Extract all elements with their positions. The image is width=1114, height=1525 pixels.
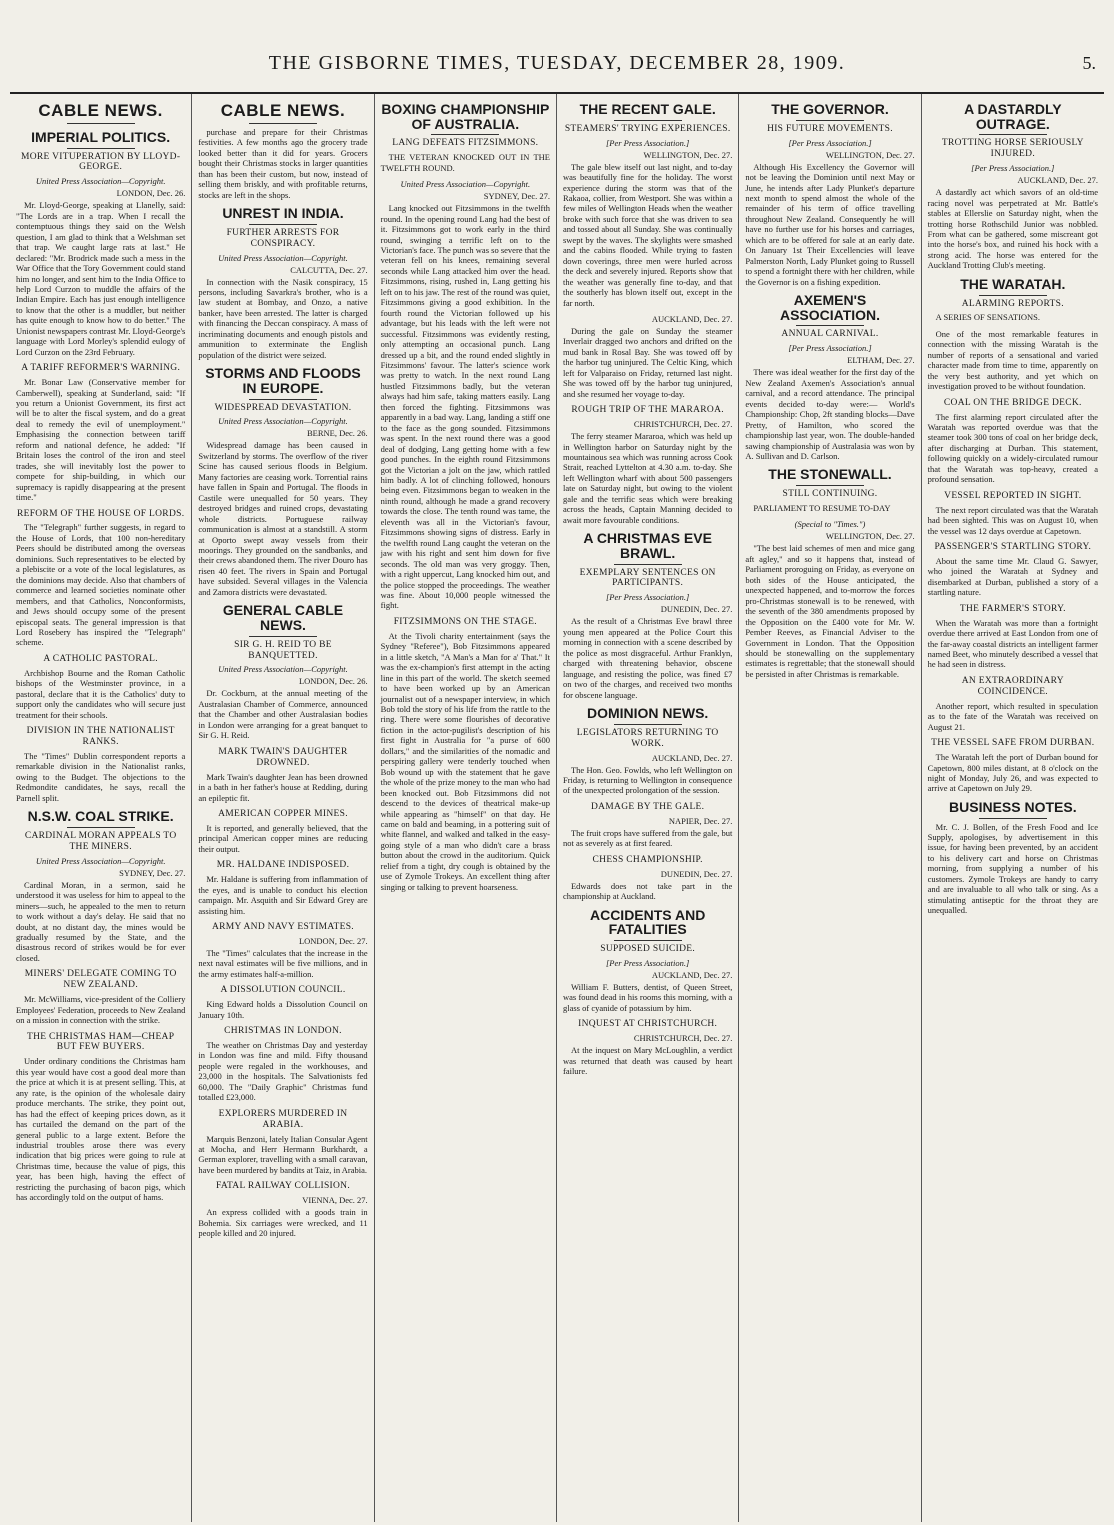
article-subheading: THE VESSEL SAFE FROM DURBAN. (931, 738, 1095, 749)
article-subheading: TROTTING HORSE SERIOUSLY INJURED. (941, 138, 1084, 160)
column-5 (739, 94, 921, 1522)
article-headline: THE RECENT GALE. (579, 101, 716, 117)
article-body: A SERIES OF SENSATIONS. (935, 312, 1041, 323)
article (198, 860, 367, 916)
article (563, 1019, 732, 1076)
press-credit: United Press Association—Copyright. (35, 855, 166, 866)
article-body: "The best laid schemes of men and mice gang aft agley," and so it happens that, instead of Parliament proroguing on Friday, as everyone on both sides of the House anticipated, the unexpected happened, and to-morrow the forces pro-Christmas stonewall is to be renewed, with the seventh of the 380 amendments proposed by the Opposition on the £400 vote for Mr. W. Pember Reeves, as Financial Adviser to the Government in London. That the Opposition should be stonewalling on the supplementary estimates is regrettable; that the stonewall should be persisted in after Christmas is remarkable. (745, 543, 915, 679)
article-headline: AXEMEN'S ASSOCIATION. (779, 292, 881, 323)
article (563, 802, 732, 849)
article-body: About the same time Mr. Claud G. Sawyer, who joined the Waratah at Sydney and disembarked at Durban, published a story of a startling nature. (927, 555, 1098, 598)
article (198, 1181, 367, 1238)
page-number: 5. (1082, 53, 1096, 73)
article-dateline: LONDON, Dec. 27. (298, 935, 368, 946)
article-dateline: ELTHAM, Dec. 27. (847, 355, 915, 366)
article-headline: CABLE NEWS. (38, 101, 163, 120)
article (381, 102, 550, 173)
article (563, 405, 732, 525)
article-body: Mr. Bonar Law (Conservative member for Camberwell), speaking at Sunderland, said: "If you return a Unionist Government, its first act will be to alter the fiscal system, and do a great deal to remedy the evil of unemployment." Emphasising the connection between tariff reform and national defence, he added: "If Britain loses the control of the iron and steel trades, she will inevitably lost the power to compete for ship-building, in which our supremacy is rapidly disappearing at the present time." (16, 377, 186, 503)
press-credit: [Per Press Association.] (788, 137, 872, 148)
article (198, 1026, 367, 1103)
article-body: Although His Excellency the Governor will not be leaving the Dominion until next May or June, he intends after Lady Plunket's departure next month to spend almost the whole of the remainder of his term of office travelling throughout New Zealand. Consequently he will have no further use for his horses and carriages, which are to be offered for sale at an early date. On January 1st Their Excellencies will leave Palmerston North, Lady Plunket going to Russell to spend a fortnight there with her children, while the Governor is on a fishing expedition. (745, 161, 915, 287)
column-2 (192, 94, 374, 1522)
article (198, 102, 367, 200)
article-subheading: DIVISION IN THE NATIONALIST RANKS. (26, 726, 175, 747)
article-body: Edwards does not take part in the championship at Auckland. (562, 880, 733, 902)
article-body: As the result of a Christmas Eve brawl three young men appeared at the Police Court this morning in connection with a scene described by the police as most disgraceful. Arthur Franklyn, charged with threatening behavior, obscene language, and resisting the police, was fined £7 on two of the charges, and received two months for obscene language. (562, 616, 733, 700)
divider (979, 818, 1047, 819)
article (16, 102, 185, 124)
article-subheading: CHESS CHAMPIONSHIP. (592, 854, 703, 865)
article (16, 726, 185, 803)
press-credit: [Per Press Association.] (605, 137, 690, 148)
article (563, 531, 732, 700)
article (928, 738, 1098, 794)
article-headline: IMPERIAL POLITICS. (31, 128, 171, 145)
article (563, 908, 732, 1014)
article-headline: THE GOVERNOR. (771, 101, 889, 117)
article-body: Lang knocked out Fitzsimmons in the twelfth round. In the opening round Lang had the best of it. Fitzsimmons got to work early in the third round, swinging a terrific left on to the Victorian's face. The punch was so severe that the veteran fell on his knees, remaining several seconds while Lang attacked him over the head. Fitzsimmons, rising, rushed in, Lang getting his left on to his jaw. The rest of the round was quiet, Fitzsimmons giving a good exhibition. In the fourth round the Victorian followed up his advantage, but his leads with the left were not successful. Fitzsimmons was evidently resting, only attempting an occasional punch. Lang dressed up a bit, and the round ended slightly in Fitzsimmons' favour. The latter's science work was pretty to watch. In the next round Lang hustled Fitzsimmons badly, but the veteran always had him safe, taking matters easily. Lang then forced the fighting. Fitzsimmons was apparently in a bad way. Lang, landing a stiff one to the face as the gong sounded. Fitzsimmons was spent. In the next round there was a good deal of dodging, Lang getting home with a few good punches. In the eighth round Fitzsimmons got the Victorian a jolt on the jaw, which rattled him badly. A lot of clinching followed, honours being even. Fitzsimmons began to weaken in the ninth round, although he made a grand recovery towards the close. The tenth round was tame, the eleventh was all in the Victorian's favour, Fitzsimmons showing signs of distress. Early in the twelfth round Lang caught the veteran on the jaw with his right and sent him down for five seconds. The old man was very groggy. Then, with a right uppercut, Lang knocked him out, and the police stopped the proceedings. The weather was fine. About 10,000 people witnessed the fight. (380, 203, 550, 611)
article-dateline: VIENNA, Dec. 27. (302, 1195, 368, 1206)
article-headline: THE WARATAH. (960, 275, 1066, 292)
divider (249, 636, 317, 637)
article-subheading: CHRISTMAS IN LONDON. (224, 1026, 342, 1037)
divider (979, 295, 1047, 296)
article-subheading: CARDINAL MORAN APPEALS TO THE MINERS. (24, 830, 177, 852)
article (16, 363, 185, 502)
article (928, 102, 1098, 271)
article-dateline: SYDNEY, Dec. 27. (483, 191, 550, 202)
article-dateline: DUNEDIN, Dec. 27. (660, 868, 733, 879)
article-headline: A DASTARDLY OUTRAGE. (964, 101, 1062, 132)
article-body: An express collided with a goods train in Bohemia. Six carriages were wrecked, and 11 people killed and 20 injured. (198, 1207, 368, 1239)
article-dateline: WELLINGTON, Dec. 27. (643, 149, 733, 160)
article-subheading: THE CHRISTMAS HAM—CHEAP BUT FEW BUYERS. (27, 1031, 175, 1053)
divider (614, 120, 682, 121)
article-body: One of the most remarkable features in connection with the missing Waratah is the number of reports of a sensational and varied character made from time to time, apparently on the very best authority, and yet which on investigation proved to be without foundation. (927, 328, 1098, 392)
press-credit: (Special to "Times.") (794, 519, 866, 530)
article-headline: ACCIDENTS AND FATALITIES (589, 906, 706, 938)
article-dateline: DUNEDIN, Dec. 27. (660, 604, 733, 615)
article (198, 809, 367, 854)
article-headline: THE STONEWALL. (768, 466, 892, 483)
article-body: The next report circulated was that the Waratah had been sighted. This was on August 10, when the vessel was 12 days overdue at Capetown. (927, 504, 1098, 536)
article-subheading: MORE VITUPERATION BY LLOYD-GEORGE. (21, 151, 181, 173)
press-credit: [Per Press Association.] (605, 957, 690, 968)
article-subheading: WIDESPREAD DEVASTATION. (214, 402, 352, 413)
article (381, 617, 550, 892)
article-body: The fruit crops have suffered from the gale, but not as severely as at first feared. (562, 827, 733, 849)
article-dateline: AUCKLAND, Dec. 27. (651, 969, 733, 980)
article-dateline: CHRISTCHURCH, Dec. 27. (633, 1033, 733, 1044)
article (928, 329, 1098, 392)
article (745, 293, 914, 461)
article-dateline: AUCKLAND, Dec. 27. (1017, 175, 1098, 186)
article (198, 366, 367, 597)
article-subheading: REFORM OF THE HOUSE OF LORDS. (16, 508, 185, 519)
article-subheading: LANG DEFEATS FITZSIMMONS. (392, 138, 539, 149)
article-subheading: SIR G. H. REID TO BE BANQUETTED. (234, 639, 332, 661)
article-body: Mr. Lloyd-George, speaking at Llanelly, said: "The Lords are in a trap. When I recall the contemptuous things they said on the Welsh question, I am glad to think that a Welshman set that trap. We caught large rats at last." He declared: "Mr. Brodrick made such a mess in the War Office that the Tory Government could stand him no longer, and sent him to the India Office to help Lord Curzon to muddle the affairs of the Indian Empire. Each has just enough intelligence to know that the other is a muddler, but neither has quite enough to know how to do better." The Unionist newspapers contrast Mr. Lloyd-George's language with Lord Morley's splendid eulogy of Lord Curzon on the 23rd February. (16, 200, 186, 357)
article (198, 985, 367, 1020)
article (16, 809, 185, 963)
article-body: THE VETERAN KNOCKED OUT IN THE TWELFTH ROUND. (380, 152, 550, 173)
article-body: When the Waratah was more than a fortnight overdue there arrived at East London from one of the far-away coastal districts an intelligent farmer named Beet, who minutely described a vessel that he had seen in distress. (927, 617, 1098, 670)
article (198, 603, 367, 740)
divider (249, 399, 317, 400)
divider (796, 120, 864, 121)
article-subheading: VESSEL REPORTED IN SIGHT. (944, 490, 1082, 501)
article (928, 676, 1098, 732)
article-body: The "Telegraph" further suggests, in regard to the House of Lords, that 100 non-hereditary Peers should be distributed among the overseas dominions. Such representatives to be elected by a plebiscite or a vote of the local legislatures, as the dominions may decide. Also that chambers of commerce and learned societies nominate other members, and that Catholics, Nonconformists, and Jews should occupy some of the present episcopal seats. The general impression is that Lord Rosebery has inspired the "Telegraph" scheme. (16, 522, 186, 648)
article-subheading: A DISSOLUTION COUNCIL. (220, 985, 346, 996)
article (928, 542, 1098, 598)
article-subheading: AN EXTRAORDINARY COINCIDENCE. (961, 675, 1064, 697)
article-body: purchase and prepare for their Christmas festivities. A few months ago the grocery trade looked better than it did for years. Grocers bought their Christmas stocks in larger quantities than has been their custom, but now, instead of selling them briskly, and with profitable returns, stocks are left in the shops. (198, 126, 368, 200)
article-body: The Waratah left the port of Durban bound for Capetown, 800 miles distant, at 8 o'clock on the night of Monday, July 26, and was expected to arrive at Capetown on July 29. (927, 752, 1098, 794)
masthead (10, 6, 1104, 94)
article (381, 179, 550, 611)
article-dateline: CHRISTCHURCH, Dec. 27. (633, 419, 733, 430)
divider (979, 134, 1047, 135)
article (16, 969, 185, 1025)
article-subheading: MINERS' DELEGATE COMING TO NEW ZEALAND. (24, 969, 177, 991)
article-body: Another report, which resulted in speculation as to the fate of the Waratah was received on August 21. (927, 700, 1098, 732)
article-body: Mr. Haldane is suffering from inflammation of the eyes, and is unable to conduct his election campaign. Mr. Asquith and Sir Edward Grey are assisting him. (198, 874, 368, 916)
article-subheading: PASSENGER'S STARTLING STORY. (934, 542, 1092, 552)
article-body: There was ideal weather for the first day of the New Zealand Axemen's Association's annual carnival, and a record attendance. The principal events decided to-day were:— World's Championship: Chop, 2ft standing blocks—Dave Pretty, of Hamilton, who scored the championship last year, won. The double-handed sawing championship of Australasia was won by A. Sullivan and D. Carlson. (745, 367, 915, 461)
article-body: Cardinal Moran, in a sermon, said he understood it was useless for him to appeal to the miners—such, he appealed to the men to return to work without a day's delay. He said that no doubt, at no distant day, the mines would be gradually resumed by the State, and the disastrous record of strikes would be for ever closed. (16, 879, 186, 963)
press-credit: United Press Association—Copyright. (35, 176, 166, 187)
article-dateline: WELLINGTON, Dec. 27. (825, 149, 915, 160)
article-dateline: LONDON, Dec. 26. (298, 676, 368, 687)
article-dateline: AUCKLAND, Dec. 27. (651, 752, 733, 763)
article-body: Under ordinary conditions the Christmas ham this year would have cost a good deal more than the price at which it is at present selling. This, at any rate, is the opinion of the wholesale dairy produce merchants. The strike, they point out, has had the effect of keeping prices down, as it has curtailed the demand on the part of the general public to a large extent. Before the industrial troubles arose there was every indication that big prices were going to rule at Christmas time, because the value of pigs, this year, has been high, having the effect of restricting the purchasing of bacon pigs, which has accordingly told on the output of hams. (16, 1056, 186, 1203)
press-credit: United Press Association—Copyright. (400, 179, 531, 190)
press-credit: [Per Press Association.] (605, 592, 690, 603)
article-dateline: NAPIER, Dec. 27. (668, 815, 733, 826)
article-headline: BOXING CHAMPIONSHIP OF AUSTRALIA. (381, 101, 550, 132)
divider (796, 325, 864, 326)
article-subheading: STEAMERS' TRYING EXPERIENCES. (564, 123, 731, 134)
article (198, 747, 367, 803)
article-body: PARLIAMENT TO RESUME TO-DAY (753, 503, 891, 514)
article-subheading: MR. HALDANE INDISPOSED. (216, 860, 350, 871)
article-body: Widespread damage has been caused in Switzerland by storms. The overflow of the river Scine has caused serious floods in Belgium. Many factories are ceasing work. Torrential rains have fallen in Spain and Portugal. The floods in Castile were unequalled for 50 years. They destroyed bridges and ruined crops, devastating whole districts. Portuguese railway communication is almost at a standstill. A storm at Oporto swept away vessels from their moorings. They grounded on the sandbanks, and their crews abandoned them. The river Douro has risen 40 feet. The rivers in Spain and Portugal have subsided. Several villages in the Valencia and Zamora districts were devastated. (198, 440, 368, 597)
article-body: In connection with the Nasik conspiracy, 15 persons, including Savarkra's brother, who is a law student at Bombay, and Onzo, a native banker, have been arrested. The latter is charged with financing the Deccan conspiracy. A mass of incriminating documents and enough pistols and ammunition to exterminate the English population of the district were seized. (198, 276, 368, 360)
article-subheading: EXEMPLARY SENTENCES ON PARTICIPANTS. (579, 567, 716, 589)
article-dateline: AUCKLAND, Dec. 27. (651, 313, 733, 324)
column-3 (375, 94, 557, 1522)
divider (249, 123, 317, 124)
article (928, 800, 1098, 916)
divider (614, 564, 682, 565)
article (745, 102, 914, 287)
article-body: The "Times" calculates that the increase in the next naval estimates will be five millions, and in the army estimates half-a-million. (198, 947, 368, 979)
article-body: The Hon. Geo. Fowlds, who left Wellington on Friday, is returning to Wellington in consequence of the unexpected prolongation of the session. (562, 764, 733, 796)
divider (614, 940, 682, 941)
article-subheading: INQUEST AT CHRISTCHURCH. (578, 1019, 718, 1030)
article-body: King Edward holds a Dissolution Council on January 10th. (198, 999, 368, 1020)
article (16, 1032, 185, 1203)
divider (67, 123, 135, 124)
divider (67, 827, 135, 828)
article (563, 102, 732, 308)
article-subheading: ALARMING REPORTS. (961, 298, 1064, 309)
article-headline: N.S.W. COAL STRIKE. (27, 808, 174, 825)
article-subheading: THE FARMER'S STORY. (959, 603, 1066, 614)
press-credit: United Press Association—Copyright. (218, 416, 348, 427)
article-subheading: ROUGH TRIP OF THE MARAROA. (571, 405, 724, 416)
article-subheading: DAMAGE BY THE GALE. (590, 801, 705, 812)
article-subheading: A TARIFF REFORMER'S WARNING. (21, 363, 181, 374)
article (928, 491, 1098, 536)
article-dateline: CALCUTTA, Dec. 27. (290, 264, 368, 275)
article-headline: BUSINESS NOTES. (949, 798, 1077, 815)
article-headline: GENERAL CABLE NEWS. (222, 602, 344, 633)
press-credit: [Per Press Association.] (788, 343, 872, 354)
article (563, 314, 732, 399)
article-subheading: AMERICAN COPPER MINES. (218, 808, 348, 819)
article (745, 519, 914, 679)
article-body: Mark Twain's daughter Jean has been drowned in a bath in her father's house at Redding, during an epileptic fit. (198, 771, 368, 803)
article-dateline: WELLINGTON, Dec. 27. (825, 531, 915, 542)
article (745, 467, 914, 513)
article (16, 130, 185, 357)
article-headline: CABLE NEWS. (220, 101, 346, 120)
column-4 (557, 94, 739, 1522)
article (198, 1109, 367, 1176)
article-subheading: A CATHOLIC PASTORAL. (43, 653, 158, 664)
article-subheading: ANNUAL CARNIVAL. (781, 329, 879, 340)
article-body: During the gale on Sunday the steamer Inverlair dragged two anchors and drifted on the mud bank in Rosal Bay. She was towed off by the harbor tug uninjured. The Celtic King, which left for Valparaiso on Friday, returned last night. She was towed off by the harbor tug uninjured, and she resumed her voyage to-day. (562, 325, 733, 399)
article-subheading: ARMY AND NAVY ESTIMATES. (212, 921, 354, 932)
divider (431, 134, 499, 135)
article-subheading: COAL ON THE BRIDGE DECK. (943, 397, 1082, 408)
article-headline: A CHRISTMAS EVE BRAWL. (583, 530, 712, 561)
article-subheading: FURTHER ARRESTS FOR CONSPIRACY. (226, 227, 340, 249)
article-body: Archbishop Bourne and the Roman Catholic bishops of the Westminster province, in a pastoral, declare that it is the Catholics' duty to support only the candidates who will secure just treatment for their schools. (16, 667, 186, 720)
column-6 (922, 94, 1104, 1522)
article-body: A dastardly act which savors of an old-time racing novel was perpetrated at Mr. Battle's stables at Ellerslie on Saturday night, when the trotting horse Rothschild Junior was nobbled. From what can be gathered, some miscreant got into the horse's box, and ruined his hock with a strong acid. The horse was entered for the Auckland Trotting Club's meeting. (927, 187, 1098, 271)
divider (249, 224, 317, 225)
article-dateline: BERNE, Dec. 26. (306, 428, 368, 439)
press-credit: United Press Association—Copyright. (218, 664, 348, 675)
article-subheading: LEGISLATORS RETURNING TO WORK. (576, 727, 719, 749)
divider (67, 148, 135, 149)
column-1 (10, 94, 192, 1522)
article-body: The "Times" Dublin correspondent reports a remarkable division in the Nationalist ranks, owing to the Budget. The objections to the Redmondite candidates, he says, recall the Parnell split. (16, 750, 186, 803)
article-subheading: SUPPOSED SUICIDE. (600, 943, 696, 954)
article (198, 206, 367, 360)
article-body: At the Tivoli charity entertainment (says the Sydney "Referee"), Bob Fitzsimmons appeared in a little sketch, "A Man's a Man for a' That." It was the ex-champion's first attempt in the acting line in this part of the world. The sketch seemed to have been worked up by an American journalist out of a newspaper interview, in which Bob told the story of his life from the rattle to the ring. There were some flourishes of decorative fiction in the actor-pugilist's description of his first fight in Australia for "a purse of 600 dollars," and the similarities of the nomadic and perspiring gallery were tenderly touched when Bob wound up with the statement that he gave the whole of the prize money to the man who had been knocked out. Bob Fitzsimmons did not descend to the devices of theatrical make-up while appearing as "himself" on that day. He came on bald and beaming, in a pottering suit of white flannel, and walked and talked in the easy-going style of a man who didn't care a brass button about the crowd in the auditorium. Quick relief from a tight, dry cough is obtained by the use of Zymole Trokeys. An excellent thing after singing or talking to prevent hoarseness. (380, 630, 550, 892)
article-headline: DOMINION NEWS. (586, 704, 709, 721)
article-body: Marquis Benzoni, lately Italian Consular Agent at Mocha, and Herr Hermann Burkhardt, a German explorer, travelling with a small caravan, have been murdered by bandits at Taiz, in Arabia. (198, 1133, 368, 1175)
article-body: William F. Butters, dentist, of Queen Street, was found dead in his rooms this morning, with a glass of cyanide of potassium by him. (562, 981, 733, 1013)
article-body: The gale blew itself out last night, and to-day was beautifully fine for the holiday. The worst experience during the storm was that of the Rakaoa, collier, from Westport. She was within a few miles of Wellington Heads when the weather broke with such force that she was driven to sea and tossed about all Sunday. She was continually swept by the waves. The skylights were smashed and the cabins flooded. While trying to fasten down coverings, three men were hurled across the deck and severely injured. Reports show that the weather was generally fine to-day, and that the southerly has blown itself out, except in the far north. (562, 161, 733, 308)
article-dateline: LONDON, Dec. 26. (116, 188, 186, 199)
article-dateline: SYDNEY, Dec. 27. (119, 867, 186, 878)
article (198, 922, 367, 979)
divider (614, 724, 682, 725)
article (563, 706, 732, 796)
newspaper-title: THE GISBORNE TIMES, TUESDAY, DECEMBER 28, 1909. (268, 52, 846, 74)
article-body: It is reported, and generally believed, that the principal American copper mines are reducing their output. (198, 822, 368, 854)
article-subheading: HIS FUTURE MOVEMENTS. (767, 123, 893, 134)
article-headline: UNREST IN INDIA. (222, 205, 344, 222)
article-body: The first alarming report circulated after the Waratah was reported overdue was that the steamer took 300 tons of coal on her bridge deck, after discharging at Durban. This statement, following quickly on a widely-circulated rumour that the Waratah was top-heavy, created a profound sensation. (927, 411, 1098, 485)
press-credit: United Press Association—Copyright. (218, 252, 348, 263)
divider (796, 485, 864, 486)
article-subheading: FATAL RAILWAY COLLISION. (215, 1181, 351, 1192)
article-headline: STORMS AND FLOODS IN EUROPE. (205, 365, 361, 396)
article-subheading: STILL CONTINUING. (782, 489, 878, 500)
article-subheading: EXPLORERS MURDERED IN ARABIA. (218, 1108, 348, 1130)
article-body: At the inquest on Mary McLoughlin, a verdict was returned that death was caused by heart failure. (562, 1045, 733, 1076)
article-body: The ferry steamer Mararoa, which was held up in Wellington harbor on Saturday night by the mountainous sea which was running across Cook Strait, reached Lyttelton at 4.30 a.m. to-day. She left Wellington wharf with about 500 passengers late on Saturday night, but owing to the violent gale and the terrific seas which were breaking across the heads, Captain Manning decided to await more favourable conditions. (562, 431, 733, 525)
article-subheading: MARK TWAIN'S DAUGHTER DROWNED. (218, 746, 348, 768)
columns (10, 94, 1104, 1522)
article-subheading: FITZSIMMONS ON THE STAGE. (393, 616, 537, 627)
press-credit: [Per Press Association.] (971, 163, 1055, 174)
article-body: The weather on Christmas Day and yesterday in London was fine and mild. Fifty thousand people were regaled in the workhouses, and 23,000 in the hospitals. The Salvationists fed 60,000. The "Daily Graphic" Christmas fund totalled £23,000. (198, 1040, 368, 1103)
article-body: Mr. C. J. Bollen, of the Fresh Food and Ice Supply, apologises, by advertisement in this issue, for having been prevented, by an accident to his delivery cart and horse on Christmas morning, from supplying a number of his customers. Zymole Trokeys are handy to carry and are invaluable to all who talk or sing. As a stimulating antiseptic for the throat they are unequalled. (927, 821, 1098, 916)
article (928, 398, 1098, 485)
article (16, 509, 185, 648)
article (563, 855, 732, 902)
article (928, 604, 1098, 670)
article (928, 277, 1098, 323)
article-body: Dr. Cockburn, at the annual meeting of the Australasian Chamber of Commerce, announced that the Chamber and other Australasian bodies in London were arranging for a great banquet to Sir G. H. Reid. (198, 688, 368, 741)
article (16, 654, 185, 720)
article-body: Mr. McWilliams, vice-president of the Colliery Employees' Federation, proceeds to New Zealand on a mission in connection with the strike. (16, 994, 186, 1026)
